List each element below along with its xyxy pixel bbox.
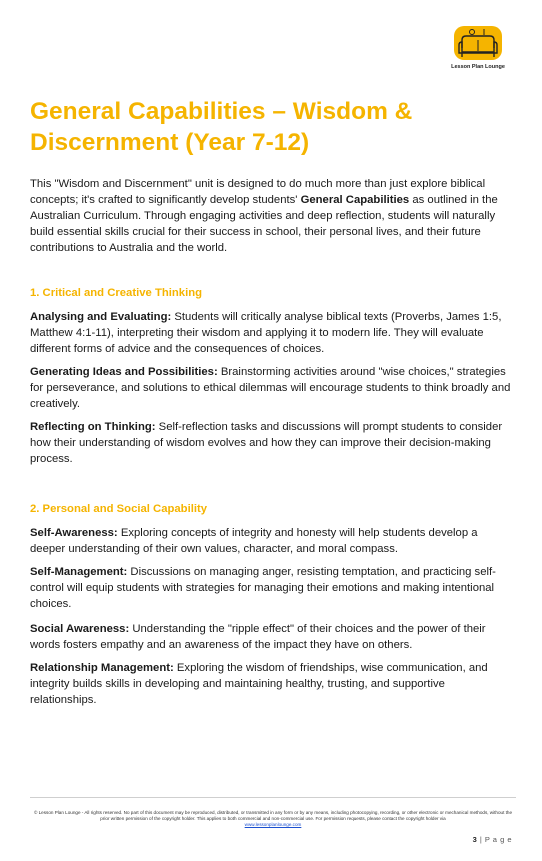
capability-relationship-management [30, 660, 514, 708]
page-label: P a g e [484, 835, 512, 844]
footer-divider [30, 797, 516, 798]
capability-analysing-evaluating [30, 309, 514, 357]
page-number-value: 3 [472, 835, 478, 844]
intro-paragraph [30, 176, 514, 256]
item-label: Reflecting on Thinking: [30, 421, 156, 433]
capability-generating-ideas [30, 364, 514, 412]
capability-self-awareness [30, 525, 514, 557]
page-title: General Capabilities – Wisdom & Discernment (Year 7-12) [30, 98, 413, 156]
intro-bold-term: General Capabilities [300, 194, 410, 206]
item-text: Discussions on managing anger, resisting temptation, and practicing self-control will equip students with strategies for managing their emotions and making intentional choices. [30, 566, 496, 610]
item-text: Exploring the wisdom of friendships, wise communication, and integrity builds skills in developing and maintaining healthy, trusting, and supportive relationships. [30, 662, 488, 706]
intro-text-before: This "Wisdom and Discernment" unit is designed to do much more than just explore biblical concepts; it's crafted to significantly develop students' [30, 178, 486, 206]
item-text: Self-reflection tasks and discussions will prompt students to consider how their understanding of wisdom evolves and how they can improve their decision-making process. [30, 421, 503, 465]
sofa-logo-icon [452, 26, 504, 62]
item-text: Brainstorming activities around "wise choices," strategies for perseverance, and solutions to ethical dilemmas will encourage students to think broadly and creatively. [30, 366, 511, 410]
item-text: Exploring concepts of integrity and honesty will help students develop a deeper understanding of their own values, character, and moral compass. [30, 527, 478, 555]
intro-text-after: as outlined in the Australian Curriculum. Through engaging activities and deep reflection, students will naturally build essential skills crucial for their success in school, their personal lives, and their future contributions to Australia and the world. [30, 194, 498, 254]
section-heading-critical-thinking: 1. Critical and Creative Thinking [30, 287, 203, 299]
item-text: Understanding the "ripple effect" of their choices and the power of their words fosters empathy and an awareness of the impact they have on others. [30, 623, 486, 651]
capability-social-awareness [30, 621, 514, 653]
item-label: Generating Ideas and Possibilities: [30, 366, 218, 378]
lesson-plan-lounge-logo [446, 26, 510, 78]
logo-text: Lesson Plan Lounge [451, 64, 505, 70]
item-label: Analysing and Evaluating: [30, 311, 172, 323]
website-link[interactable]: www.lessonplanlounge.com [244, 822, 302, 827]
page-number: 3 | P a g e [472, 835, 512, 844]
item-label: Self-Management: [30, 566, 128, 578]
capability-self-management [30, 564, 514, 612]
item-text: Students will critically analyse biblical texts (Proverbs, James 1:5, Matthew 4:1-11), interpreting their wisdom and applying it to modern life. They will evaluate different forms of advice and the consequences of choices. [30, 311, 502, 355]
section-heading-personal-social: 2. Personal and Social Capability [30, 503, 208, 515]
capability-reflecting-on-thinking [30, 419, 514, 467]
footer-copyright [30, 810, 516, 828]
item-label: Social Awareness: [30, 623, 130, 635]
copyright-text: © Lesson Plan Lounge - All rights reserved. No part of this document may be reproduced, distributed, or transmitted in any form or by any means, including photocopying, recording, or other electronic or mechanical methods, without the prior written permission of the copyright holder. This applies to both commercial and non-commercial use. For permission requests, please contact the copyright holder via [33, 810, 513, 821]
item-label: Self-Awareness: [30, 527, 118, 539]
item-label: Relationship Management: [30, 662, 174, 674]
